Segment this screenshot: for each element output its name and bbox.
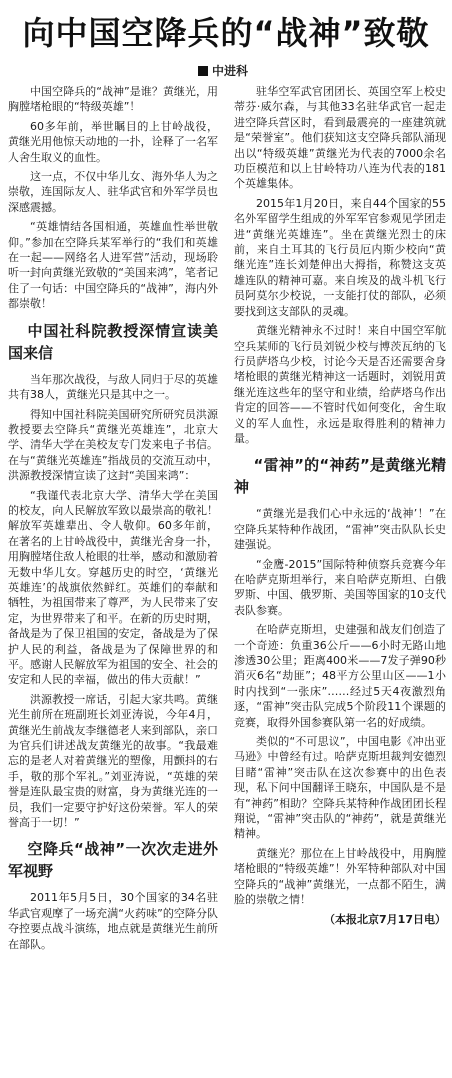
paragraph: 洪源教授一席话，引起大家共鸣。黄继光生前所在班副班长刘亚涛说，今年4月，黄继光生前战友李继德老人来到部队，亲口为官兵们讲述战友黄继光的故事。“我最难忘的是老人对着黄继光的塑像，用颤抖的右手，敬的那个军礼。”刘亚涛说，“英雄的荣誉是连队最宝贵的财富，身为黄继光连的一员，我们一定要守护好这份荣誉。军人的荣誉高于一切！” [8, 692, 218, 830]
dateline: （本报北京7月17日电） [324, 912, 446, 926]
paragraph: 60多年前，举世瞩目的上甘岭战役，黄继光用他惊天动地的一扑，诠释了一名军人舍生取义的血性。 [8, 119, 218, 164]
paragraph: 驻华空军武官团团长、英国空军上校史蒂芬·威尔森，与其他33名驻华武官一起走进空降兵营区时，看到最震亮的一座建筑就是“荣誉室”。他们获知这支空降兵部队涌现出以“特级英雄”黄继光为代表的7000余名功臣模范和以上甘岭特功八连为代表的181个英雄集体。 [234, 85, 446, 191]
byline-square-icon [198, 66, 208, 76]
paragraph: 中国空降兵的“战神”是谁？黄继光，用胸膛堵枪眼的“特级英雄”！ [8, 85, 218, 114]
byline-author: 中进科 [212, 64, 249, 78]
paragraph: “金鹰-2015”国际特种侦察兵竞赛今年在哈萨克斯坦举行，来自哈萨克斯坦、白俄罗斯、中国、俄罗斯、美国等国家的10支代表队参赛。 [234, 557, 446, 617]
paragraph: 在哈萨克斯坦，史建强和战友们创造了一个奇迹：负重36公斤——6小时无路山地渗透30公里；距离400米——7发子弹90秒消灭6名“劫匪”；48平方公里山区——1小时内找到“一张床”……经过5天4夜激烈角逐，“雷神”突击队完成5个阶段11个课题的竞赛，取得外国参赛队第一名的好成绩。 [234, 623, 446, 729]
paragraph: “黄继光是我们心中永远的‘战神’！”在空降兵某特种作战团，“雷神”突击队队长史建强说。 [234, 507, 446, 552]
section-heading: “雷神”的“神药”是黄继光精神 [234, 456, 446, 497]
section-heading: 中国社科院教授深情宣读美国来信 [8, 321, 218, 362]
paragraph: 2011年5月5日，30个国家的34名驻华武官观摩了一场充满“火药味”的空降分队夺控要点战斗演练，地点就是黄继光生前所在部队。 [8, 891, 218, 951]
paragraph: 黄继光？那位在上甘岭战役中，用胸膛堵枪眼的“特级英雄”！外军特种部队对中国空降兵的“战神”黄继光，一点都不陌生，满脸的崇敬之情！ [234, 846, 446, 907]
left-column [8, 84, 218, 956]
right-column [234, 84, 446, 927]
paragraph: 得知中国社科院美国研究所研究员洪源教授要去空降兵“黄继光英雄连”，北京大学、清华大学在美校友专门发来电子书信。在与“黄继光英雄连”指战员的交流互动中，洪源教授深情宣读了这封“美国来鸿”： [8, 407, 218, 483]
paragraph: 这一点，不仅中华儿女、海外华人为之崇敬，连国际友人、驻华武官和外军学员也深感震撼。 [8, 170, 218, 214]
paragraph: 黄继光精神永不过时！来自中国空军航空兵某师的飞行员刘锐少校与博茨瓦纳的飞行员萨塔乌少校，讨论今天是否还需要舍身堵枪眼的黄继光精神这一话题时，刘锐用黄继光连这些年的坚守和业绩，给萨塔乌作出肯定的回答——不管时代如何变化，舍生取义的军人血性，永远是取得胜利的精神力量。 [234, 324, 446, 445]
paragraph: 当年那次战役，与敌人同归于尽的英雄共有38人，黄继光只是其中之一。 [8, 372, 218, 402]
paragraph: “英雄情结各国相通，英雄血性举世敬仰。”参加在空降兵某军举行的“我们和英雄在一起——网络名人进军营”活动，现场聆听一封向黄继光致敬的“美国来鸿”，笔者记住了一句话：中国空降兵的“战神”，海内外都崇敬！ [8, 220, 218, 311]
paragraph: “我谨代表北京大学、清华大学在美国的校友，向人民解放军致以最崇高的敬礼！解放军英雄辈出、令人敬仰。60多年前，在著名的上甘岭战役中，黄继光舍身一扑，用胸膛堵住敌人枪眼的壮举，感动和激励着无数中华儿女。穿越历史的时空，‘黄继光英雄连’的战旗依然鲜红。英雄们的奉献和牺牲，为祖国带来了尊严，为人民带来了安定，为世界带来了和平。在新的历史时期，备战是为了保卫祖国的安定，备战是为了保护人民的利益，备战是为了保障世界的和平。感谢人民解放军为祖国的安全、社会的安定和人民的幸福，做出的伟大贡献！” [8, 488, 218, 687]
paragraph: 类似的“不可思议”，中国电影《冲出亚马逊》中曾经有过。哈萨克斯坦裁判安德烈目睹“雷神”突击队在这次参赛中的出色表现，私下问中国翻译王晓东，中国队是不是有“神药”相助？空降兵某特种作战团团长程翔说，“雷神”突击队的“神药”，就是黄继光精神。 [234, 735, 446, 841]
paragraph: 2015年1月20日，来自44个国家的55名外军留学生组成的外军军官参观见学团走进“黄继光英雄连”。坐在黄继光烈士的床前，来自土耳其的飞行员厄内斯少校向“黄继光连”连长刘楚伸出大拇指，称赞这支英雄连队的精神可嘉。来自埃及的战斗机飞行员阿莫尔少校说，一支能打仗的部队，必须要找到这支部队的灵魂。 [234, 196, 446, 318]
section-heading: 空降兵“战神”一次次走进外军视野 [8, 840, 218, 881]
byline [198, 62, 248, 79]
headline: 向中国空降兵的“战神”致敬 [22, 14, 430, 52]
